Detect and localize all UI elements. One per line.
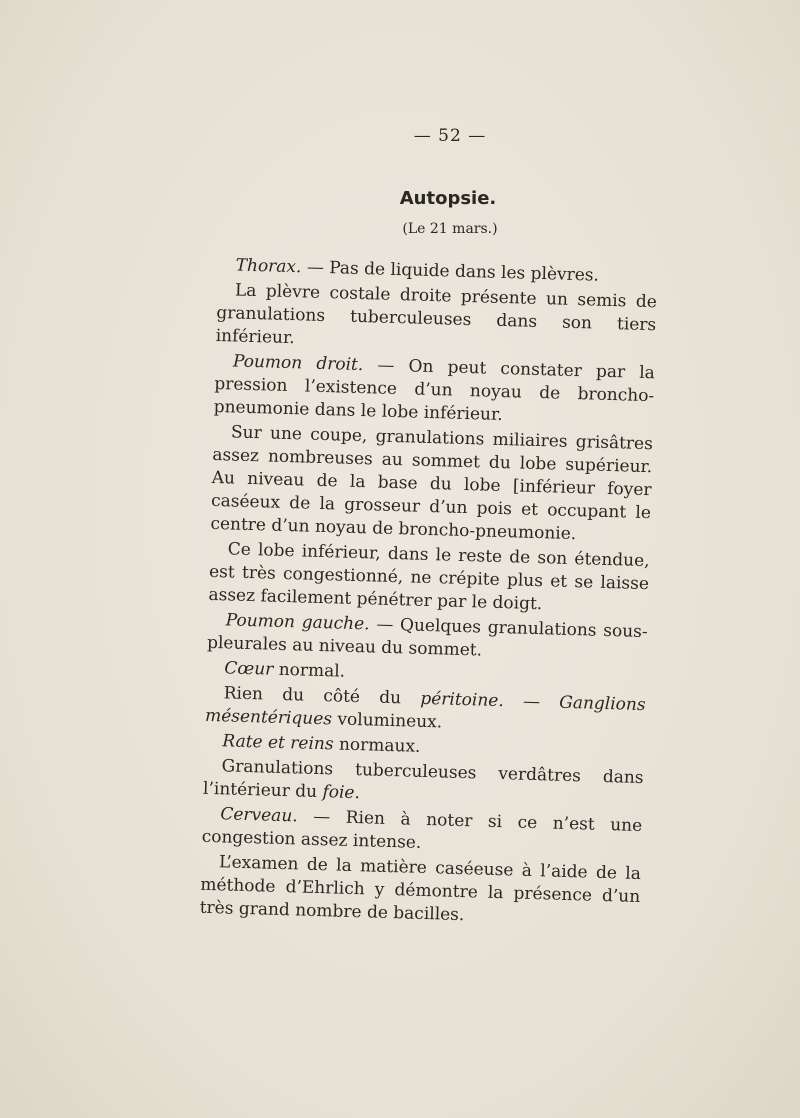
paragraph: Cœur normal. bbox=[224, 658, 346, 682]
paragraph: La plèvre costale droite présente un semis de granulations tuberculeuses dans son tiers inférieur. bbox=[215, 280, 658, 349]
paragraph: Ce lobe inférieur, dans le reste de son étendue, est très congestionné, ne crépite plus et se laisse assez facilement pénétrer par le doigt. bbox=[208, 539, 650, 615]
paragraph: Granulations tuberculeuses verdâtres dans l’intérieur du foie. bbox=[202, 756, 644, 804]
paragraph: Sur une coupe, granulations miliaires grisâtres assez nombreuses au sommet du lobe supérieur. Au niveau de la base du lobe [inférieur foyer caséeux de la grosseur d’un pois et occupant le centre d’un noyau de broncho-pneumonie. bbox=[210, 422, 654, 545]
page-number: — 52 — bbox=[413, 126, 487, 146]
body-text bbox=[199, 254, 657, 934]
paragraph: L’examen de la matière caséeuse à l’aide de la méthode d’Ehrlich y démontre la présence d’un très grand nombre de bacilles. bbox=[199, 852, 642, 926]
paragraph: Thorax. — Pas de liquide dans les plèvres. bbox=[235, 255, 600, 286]
paragraph: Cerveau. — Rien à noter si ce n’est une congestion assez intense. bbox=[201, 804, 643, 853]
autopsy-date: (Le 21 mars.) bbox=[402, 221, 498, 237]
paragraph: Rien du côté du péritoine. — Ganglions mésentériques volumineux. bbox=[204, 683, 646, 733]
paragraph: Poumon gauche. — Quelques granulations sous-pleurales au niveau du sommet. bbox=[206, 610, 648, 661]
paragraph: Poumon droit. — On peut constater par la pression l’existence d’un noyau de broncho-pneumonie dans le lobe inférieur. bbox=[213, 351, 656, 426]
section-title: Autopsie. bbox=[399, 188, 497, 209]
paragraph: Rate et reins normaux. bbox=[222, 731, 421, 757]
